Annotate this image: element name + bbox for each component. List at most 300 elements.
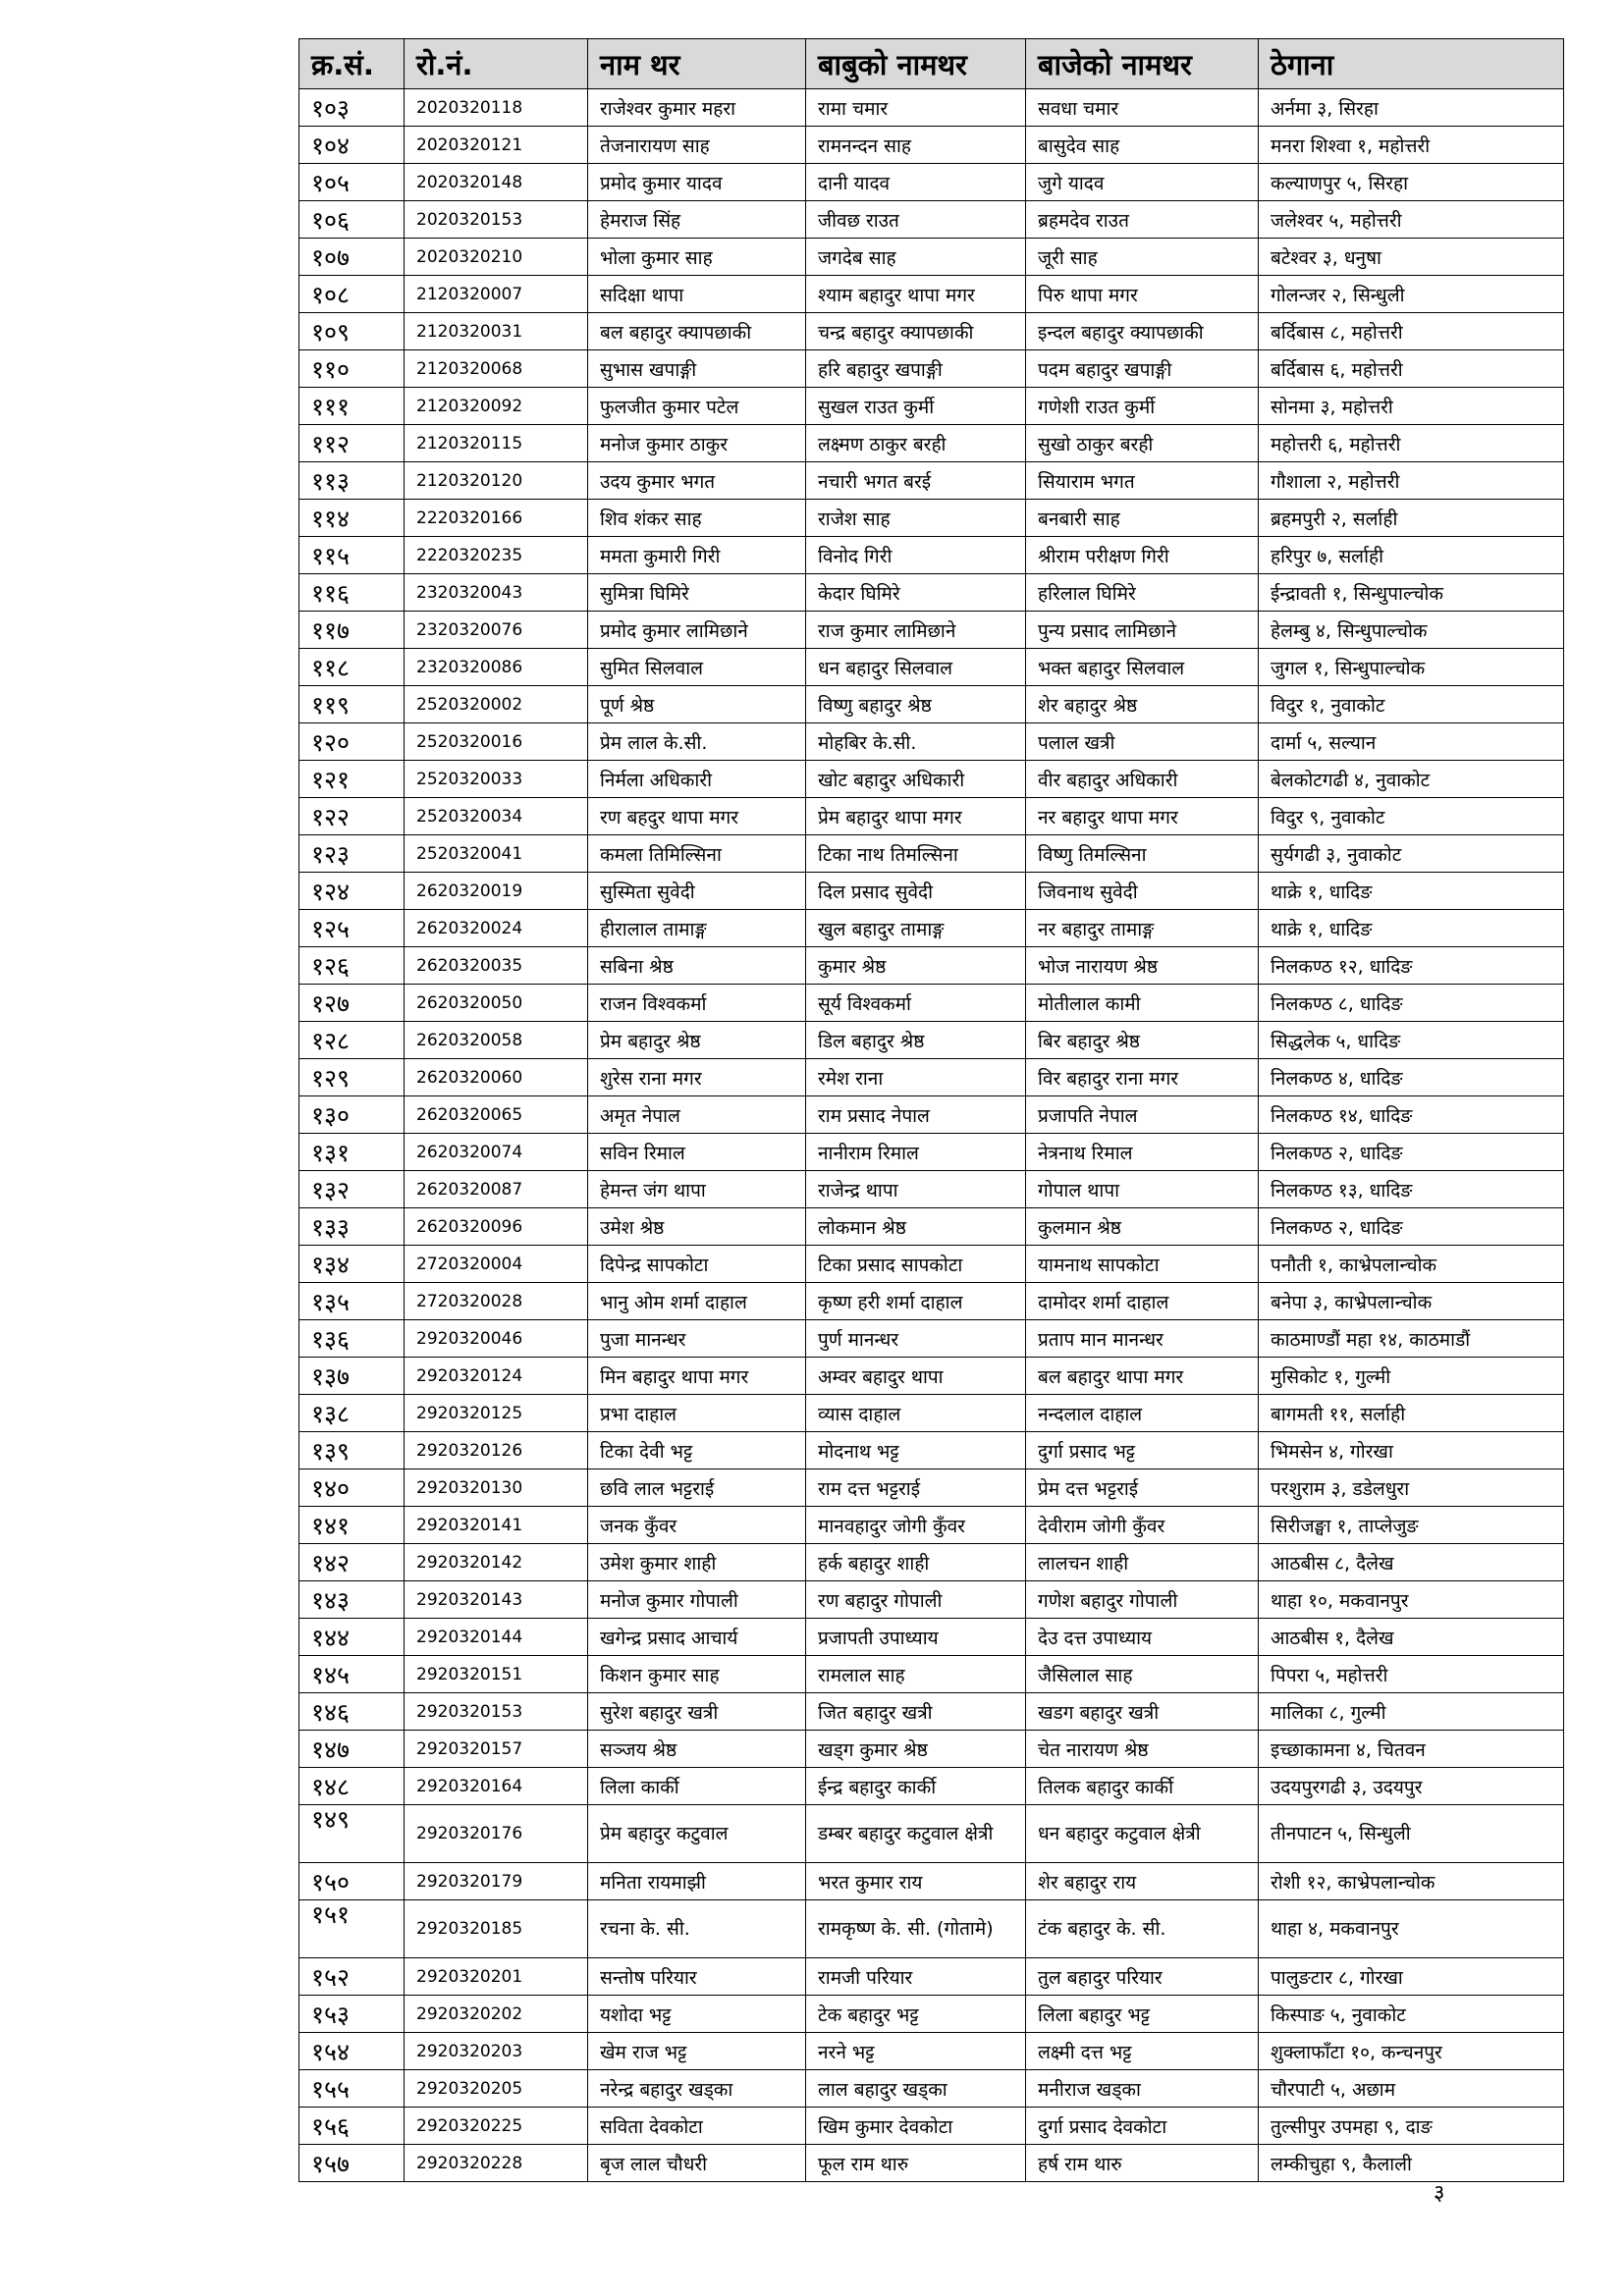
roll-number-cell: 2320320086 (405, 649, 588, 686)
address-cell: विदुर ९, नुवाकोट (1259, 798, 1564, 835)
address-cell: सिद्धलेक ५, धादिङ (1259, 1022, 1564, 1059)
roll-number-cell: 2320320043 (405, 574, 588, 612)
grandfather-name-cell: जैसिलाल साह (1026, 1656, 1259, 1693)
name-cell: सुभास खपाङ्गी (588, 350, 806, 388)
name-cell: बृज लाल चौधरी (588, 2145, 806, 2182)
roll-number-cell: 2620320065 (405, 1096, 588, 1134)
roll-number-cell: 2920320179 (405, 1863, 588, 1900)
name-cell: तेजनारायण साह (588, 127, 806, 164)
roll-number-cell: 2120320068 (405, 350, 588, 388)
address-cell: निलकण्ठ ४, धादिङ (1259, 1059, 1564, 1096)
serial-number-cell: १०६ (299, 201, 405, 239)
address-cell: जलेश्वर ५, महोत्तरी (1259, 201, 1564, 239)
grandfather-name-cell: शेर बहादुर राय (1026, 1863, 1259, 1900)
serial-number-cell: १४० (299, 1469, 405, 1507)
serial-number-cell: १०७ (299, 239, 405, 276)
page-number: ३ (1434, 2181, 1445, 2206)
name-cell: बल बहादुर क्यापछाकी (588, 313, 806, 350)
father-name-cell: पुर्ण मानन्धर (806, 1320, 1026, 1358)
address-cell: बर्दिबास ८, महोत्तरी (1259, 313, 1564, 350)
father-name-cell: विष्णु बहादुर श्रेष्ठ (806, 686, 1026, 723)
address-cell: बटेश्वर ३, धनुषा (1259, 239, 1564, 276)
table-row (299, 574, 1564, 612)
serial-number-cell: ११६ (299, 574, 405, 612)
name-cell: पुजा मानन्धर (588, 1320, 806, 1358)
grandfather-name-cell: दामोदर शर्मा दाहाल (1026, 1283, 1259, 1320)
name-cell: मनोज कुमार ठाकुर (588, 425, 806, 462)
name-cell: सदिक्षा थापा (588, 276, 806, 313)
table-row (299, 1768, 1564, 1805)
table-row (299, 425, 1564, 462)
roll-number-cell: 2620320074 (405, 1134, 588, 1171)
table-row (299, 1246, 1564, 1283)
roll-number-cell: 2120320115 (405, 425, 588, 462)
table-row (299, 1863, 1564, 1900)
serial-number-cell: १३० (299, 1096, 405, 1134)
name-cell: सुमित्रा घिमिरे (588, 574, 806, 612)
serial-number-cell: ११८ (299, 649, 405, 686)
name-cell: रचना के. सी. (588, 1900, 806, 1958)
table-row (299, 612, 1564, 649)
father-name-cell: चन्द्र बहादुर क्यापछाकी (806, 313, 1026, 350)
table-row (299, 462, 1564, 500)
grandfather-name-cell: तिलक बहादुर कार्की (1026, 1768, 1259, 1805)
table-row (299, 985, 1564, 1022)
grandfather-name-cell: हरिलाल घिमिरे (1026, 574, 1259, 612)
name-cell: सबिना श्रेष्ठ (588, 947, 806, 985)
serial-number-cell: १४८ (299, 1768, 405, 1805)
serial-number-cell: १११ (299, 388, 405, 425)
roll-number-cell: 2020320121 (405, 127, 588, 164)
address-cell: थाक्रे १, धादिङ (1259, 910, 1564, 947)
grandfather-name-cell: खडग बहादुर खत्री (1026, 1693, 1259, 1731)
address-cell: शुक्लाफाँटा १०, कन्चनपुर (1259, 2033, 1564, 2070)
address-cell: थाहा ४, मकवानपुर (1259, 1900, 1564, 1958)
serial-number-cell: १४१ (299, 1507, 405, 1544)
address-cell: गोलन्जर २, सिन्धुली (1259, 276, 1564, 313)
address-cell: हरिपुर ७, सर्लाही (1259, 537, 1564, 574)
roll-number-cell: 2920320201 (405, 1958, 588, 1996)
roll-number-cell: 2020320153 (405, 201, 588, 239)
father-name-cell: विनोद गिरी (806, 537, 1026, 574)
serial-number-cell: १५१ (299, 1900, 405, 1958)
roll-number-cell: 2620320019 (405, 873, 588, 910)
father-name-cell: हर्क बहादुर शाही (806, 1544, 1026, 1581)
serial-number-cell: १५६ (299, 2108, 405, 2145)
roll-number-cell: 2920320143 (405, 1581, 588, 1619)
table-row (299, 1900, 1564, 1958)
serial-number-cell: ११३ (299, 462, 405, 500)
serial-number-cell: १२० (299, 723, 405, 761)
name-cell: सुरेश बहादुर खत्री (588, 1693, 806, 1731)
roll-number-cell: 2220320166 (405, 500, 588, 537)
serial-number-cell: १५२ (299, 1958, 405, 1996)
name-cell: राजन विश्वकर्मा (588, 985, 806, 1022)
roll-number-cell: 2920320157 (405, 1731, 588, 1768)
name-cell: कमला तिमिल्सिना (588, 835, 806, 873)
grandfather-name-cell: विर बहादुर राना मगर (1026, 1059, 1259, 1096)
father-name-cell: राम दत्त भट्टराई (806, 1469, 1026, 1507)
table-row (299, 1996, 1564, 2033)
father-name-cell: धन बहादुर सिलवाल (806, 649, 1026, 686)
address-cell: महोत्तरी ६, महोत्तरी (1259, 425, 1564, 462)
father-name-cell: व्यास दाहाल (806, 1395, 1026, 1432)
grandfather-name-cell: टंक बहादुर के. सी. (1026, 1900, 1259, 1958)
table-row (299, 1208, 1564, 1246)
table-body (299, 89, 1564, 2182)
table-row (299, 500, 1564, 537)
table-row (299, 649, 1564, 686)
grandfather-name-cell: बिर बहादुर श्रेष्ठ (1026, 1022, 1259, 1059)
father-name-cell: कुमार श्रेष्ठ (806, 947, 1026, 985)
table-row (299, 1958, 1564, 1996)
father-name-cell: फूल राम थारु (806, 2145, 1026, 2182)
address-cell: मनरा शिश्वा १, महोत्तरी (1259, 127, 1564, 164)
father-name-cell: रामलाल साह (806, 1656, 1026, 1693)
address-cell: ईन्द्रावती १, सिन्धुपाल्चोक (1259, 574, 1564, 612)
serial-number-cell: १५५ (299, 2070, 405, 2108)
table-row (299, 1656, 1564, 1693)
name-cell: फुलजीत कुमार पटेल (588, 388, 806, 425)
father-name-cell: लक्ष्मण ठाकुर बरही (806, 425, 1026, 462)
roll-number-cell: 2920320046 (405, 1320, 588, 1358)
serial-number-cell: १५४ (299, 2033, 405, 2070)
name-cell: सुमित सिलवाल (588, 649, 806, 686)
name-cell: लिला कार्की (588, 1768, 806, 1805)
table-row (299, 1283, 1564, 1320)
roll-number-cell: 2120320092 (405, 388, 588, 425)
name-cell: जनक कुँवर (588, 1507, 806, 1544)
roll-number-cell: 2620320058 (405, 1022, 588, 1059)
table-row (299, 350, 1564, 388)
father-name-cell: जगदेब साह (806, 239, 1026, 276)
roll-number-cell: 2920320185 (405, 1900, 588, 1958)
table-row (299, 910, 1564, 947)
name-cell: सन्तोष परियार (588, 1958, 806, 1996)
grandfather-name-cell: मनीराज खड्का (1026, 2070, 1259, 2108)
table-row (299, 947, 1564, 985)
father-name-cell: लाल बहादुर खड्का (806, 2070, 1026, 2108)
name-cell: प्रमोद कुमार लामिछाने (588, 612, 806, 649)
table-row (299, 723, 1564, 761)
name-cell: भानु ओम शर्मा दाहाल (588, 1283, 806, 1320)
grandfather-name-cell: लक्ष्मी दत्त भट्ट (1026, 2033, 1259, 2070)
name-cell: भोला कुमार साह (588, 239, 806, 276)
name-cell: मिन बहादुर थापा मगर (588, 1358, 806, 1395)
name-cell: छवि लाल भट्टराई (588, 1469, 806, 1507)
address-cell: निलकण्ठ २, धादिङ (1259, 1134, 1564, 1171)
grandfather-name-cell: तुल बहादुर परियार (1026, 1958, 1259, 1996)
grandfather-name-cell: नर बहादुर थापा मगर (1026, 798, 1259, 835)
name-cell: सविता देवकोटा (588, 2108, 806, 2145)
table-row (299, 239, 1564, 276)
grandfather-name-cell: ब्रहमदेव राउत (1026, 201, 1259, 239)
serial-number-cell: १४४ (299, 1619, 405, 1656)
father-name-cell: प्रेम बहादुर थापा मगर (806, 798, 1026, 835)
header-row (299, 39, 1564, 89)
roll-number-cell: 2920320164 (405, 1768, 588, 1805)
address-cell: बर्दिबास ६, महोत्तरी (1259, 350, 1564, 388)
name-cell: रण बहदुर थापा मगर (588, 798, 806, 835)
father-name-cell: केदार घिमिरे (806, 574, 1026, 612)
roll-number-cell: 2020320118 (405, 89, 588, 127)
address-cell: तीनपाटन ५, सिन्धुली (1259, 1805, 1564, 1863)
table-row (299, 1395, 1564, 1432)
table-row (299, 537, 1564, 574)
father-name-cell: भरत कुमार राय (806, 1863, 1026, 1900)
roll-number-cell: 2520320033 (405, 761, 588, 798)
header-grandfather-name: बाजेको नामथर (1026, 39, 1259, 89)
header-roll-number: रो.नं. (405, 39, 588, 89)
name-cell: हेमराज सिंह (588, 201, 806, 239)
name-cell: पूर्ण श्रेष्ठ (588, 686, 806, 723)
serial-number-cell: १३४ (299, 1246, 405, 1283)
grandfather-name-cell: कुलमान श्रेष्ठ (1026, 1208, 1259, 1246)
roll-number-cell: 2120320007 (405, 276, 588, 313)
father-name-cell: खुल बहादुर तामाङ्ग (806, 910, 1026, 947)
roll-number-cell: 2920320151 (405, 1656, 588, 1693)
roll-number-cell: 2720320004 (405, 1246, 588, 1283)
grandfather-name-cell: गणेशी राउत कुर्मी (1026, 388, 1259, 425)
father-name-cell: हरि बहादुर खपाङ्गी (806, 350, 1026, 388)
address-cell: आठबीस १, दैलेख (1259, 1619, 1564, 1656)
grandfather-name-cell: बल बहादुर थापा मगर (1026, 1358, 1259, 1395)
name-cell: प्रेम बहादुर श्रेष्ठ (588, 1022, 806, 1059)
grandfather-name-cell: पुन्य प्रसाद लामिछाने (1026, 612, 1259, 649)
serial-number-cell: ११७ (299, 612, 405, 649)
roll-number-cell: 2920320228 (405, 2145, 588, 2182)
table-row (299, 1358, 1564, 1395)
table-row (299, 1544, 1564, 1581)
father-name-cell: टिका प्रसाद सापकोटा (806, 1246, 1026, 1283)
roll-number-cell: 2520320041 (405, 835, 588, 873)
grandfather-name-cell: प्रताप मान मानन्धर (1026, 1320, 1259, 1358)
father-name-cell: खिम कुमार देवकोटा (806, 2108, 1026, 2145)
serial-number-cell: १४३ (299, 1581, 405, 1619)
table-row (299, 761, 1564, 798)
table-row (299, 2070, 1564, 2108)
serial-number-cell: १२२ (299, 798, 405, 835)
address-cell: निलकण्ठ १३, धादिङ (1259, 1171, 1564, 1208)
table-row (299, 1059, 1564, 1096)
address-cell: परशुराम ३, डडेलधुरा (1259, 1469, 1564, 1507)
serial-number-cell: १०५ (299, 164, 405, 201)
table-row (299, 873, 1564, 910)
name-cell: मनिता रायमाझी (588, 1863, 806, 1900)
grandfather-name-cell: पदम बहादुर खपाङ्गी (1026, 350, 1259, 388)
father-name-cell: सुखल राउत कुर्मी (806, 388, 1026, 425)
roll-number-cell: 2120320120 (405, 462, 588, 500)
serial-number-cell: १४६ (299, 1693, 405, 1731)
serial-number-cell: १०८ (299, 276, 405, 313)
father-name-cell: मोहबिर के.सी. (806, 723, 1026, 761)
father-name-cell: खड्ग कुमार श्रेष्ठ (806, 1731, 1026, 1768)
grandfather-name-cell: लिला बहादुर भट्ट (1026, 1996, 1259, 2033)
address-cell: थाक्रे १, धादिङ (1259, 873, 1564, 910)
grandfather-name-cell: चेत नारायण श्रेष्ठ (1026, 1731, 1259, 1768)
address-cell: ब्रहमपुरी २, सर्लाही (1259, 500, 1564, 537)
roll-number-cell: 2620320096 (405, 1208, 588, 1246)
table-row (299, 2145, 1564, 2182)
name-cell: यशोदा भट्ट (588, 1996, 806, 2033)
address-cell: चौरपाटी ५, अछाम (1259, 2070, 1564, 2108)
table-row (299, 1171, 1564, 1208)
roll-number-cell: 2620320024 (405, 910, 588, 947)
roll-number-cell: 2620320087 (405, 1171, 588, 1208)
address-cell: किस्पाङ ५, नुवाकोट (1259, 1996, 1564, 2033)
address-cell: पनौती १, काभ्रेपलान्चोक (1259, 1246, 1564, 1283)
father-name-cell: नानीराम रिमाल (806, 1134, 1026, 1171)
roll-number-cell: 2920320141 (405, 1507, 588, 1544)
name-cell: मनोज कुमार गोपाली (588, 1581, 806, 1619)
roll-number-cell: 2920320205 (405, 2070, 588, 2108)
serial-number-cell: ११९ (299, 686, 405, 723)
grandfather-name-cell: बनबारी साह (1026, 500, 1259, 537)
address-cell: बनेपा ३, काभ्रेपलान्चोक (1259, 1283, 1564, 1320)
name-cell: किशन कुमार साह (588, 1656, 806, 1693)
address-cell: सोनमा ३, महोत्तरी (1259, 388, 1564, 425)
address-cell: मुसिकोट १, गुल्मी (1259, 1358, 1564, 1395)
serial-number-cell: १२४ (299, 873, 405, 910)
grandfather-name-cell: नर बहादुर तामाङ्ग (1026, 910, 1259, 947)
roll-number-cell: 2920320144 (405, 1619, 588, 1656)
father-name-cell: प्रजापती उपाध्याय (806, 1619, 1026, 1656)
grandfather-name-cell: देउ दत्त उपाध्याय (1026, 1619, 1259, 1656)
table-row (299, 89, 1564, 127)
grandfather-name-cell: सुखो ठाकुर बरही (1026, 425, 1259, 462)
table-row (299, 1693, 1564, 1731)
serial-number-cell: १४९ (299, 1805, 405, 1863)
name-cell: उमेश श्रेष्ठ (588, 1208, 806, 1246)
serial-number-cell: ११० (299, 350, 405, 388)
roll-number-cell: 2920320202 (405, 1996, 588, 2033)
table-row (299, 798, 1564, 835)
father-name-cell: रामकृष्ण के. सी. (गोतामे) (806, 1900, 1026, 1958)
table-row (299, 1731, 1564, 1768)
father-name-cell: डिल बहादुर श्रेष्ठ (806, 1022, 1026, 1059)
father-name-cell: कृष्ण हरी शर्मा दाहाल (806, 1283, 1026, 1320)
header-address: ठेगाना (1259, 39, 1564, 89)
serial-number-cell: १३३ (299, 1208, 405, 1246)
table-row (299, 1805, 1564, 1863)
grandfather-name-cell: दुर्गा प्रसाद देवकोटा (1026, 2108, 1259, 2145)
address-cell: लम्कीचुहा ९, कैलाली (1259, 2145, 1564, 2182)
roll-number-cell: 2920320124 (405, 1358, 588, 1395)
father-name-cell: डम्बर बहादुर कटुवाल क्षेत्री (806, 1805, 1026, 1863)
grandfather-name-cell: श्रीराम परीक्षण गिरी (1026, 537, 1259, 574)
roll-number-cell: 2920320225 (405, 2108, 588, 2145)
father-name-cell: मोदनाथ भट्ट (806, 1432, 1026, 1469)
roll-number-cell: 2620320060 (405, 1059, 588, 1096)
father-name-cell: लोकमान श्रेष्ठ (806, 1208, 1026, 1246)
father-name-cell: ईन्द्र बहादुर कार्की (806, 1768, 1026, 1805)
grandfather-name-cell: वीर बहादुर अधिकारी (1026, 761, 1259, 798)
grandfather-name-cell: भोज नारायण श्रेष्ठ (1026, 947, 1259, 985)
table-row (299, 1469, 1564, 1507)
serial-number-cell: १०९ (299, 313, 405, 350)
name-cell: खगेन्द्र प्रसाद आचार्य (588, 1619, 806, 1656)
grandfather-name-cell: जूरी साह (1026, 239, 1259, 276)
table-row (299, 276, 1564, 313)
address-cell: सिरीजङ्घा १, ताप्लेजुङ (1259, 1507, 1564, 1544)
serial-number-cell: १३७ (299, 1358, 405, 1395)
serial-number-cell: १२१ (299, 761, 405, 798)
roll-number-cell: 2920320126 (405, 1432, 588, 1469)
name-cell: प्रभा दाहाल (588, 1395, 806, 1432)
address-cell: निलकण्ठ १४, धादिङ (1259, 1096, 1564, 1134)
serial-number-cell: १५३ (299, 1996, 405, 2033)
father-name-cell: रण बहादुर गोपाली (806, 1581, 1026, 1619)
address-cell: निलकण्ठ १२, धादिङ (1259, 947, 1564, 985)
roll-number-cell: 2920320203 (405, 2033, 588, 2070)
table-row (299, 1507, 1564, 1544)
name-cell: अमृत नेपाल (588, 1096, 806, 1134)
grandfather-name-cell: दुर्गा प्रसाद भट्ट (1026, 1432, 1259, 1469)
father-name-cell: राम प्रसाद नेपाल (806, 1096, 1026, 1134)
father-name-cell: श्याम बहादुर थापा मगर (806, 276, 1026, 313)
grandfather-name-cell: हर्ष राम थारु (1026, 2145, 1259, 2182)
table-row (299, 1581, 1564, 1619)
grandfather-name-cell: शेर बहादुर श्रेष्ठ (1026, 686, 1259, 723)
address-cell: निलकण्ठ ८, धादिङ (1259, 985, 1564, 1022)
serial-number-cell: १०४ (299, 127, 405, 164)
serial-number-cell: १२७ (299, 985, 405, 1022)
father-name-cell: नचारी भगत बरई (806, 462, 1026, 500)
name-cell: सविन रिमाल (588, 1134, 806, 1171)
table-row (299, 388, 1564, 425)
serial-number-cell: ११५ (299, 537, 405, 574)
serial-number-cell: १३२ (299, 1171, 405, 1208)
name-cell: सुस्मिता सुवेदी (588, 873, 806, 910)
grandfather-name-cell: धन बहादुर कटुवाल क्षेत्री (1026, 1805, 1259, 1863)
roll-number-cell: 2020320210 (405, 239, 588, 276)
table-row (299, 1134, 1564, 1171)
grandfather-name-cell: नेत्रनाथ रिमाल (1026, 1134, 1259, 1171)
grandfather-name-cell: मोतीलाल कामी (1026, 985, 1259, 1022)
grandfather-name-cell: जुगे यादव (1026, 164, 1259, 201)
serial-number-cell: १२५ (299, 910, 405, 947)
address-cell: हेलम्बु ४, सिन्धुपाल्चोक (1259, 612, 1564, 649)
roll-number-cell: 2720320028 (405, 1283, 588, 1320)
address-cell: बागमती ११, सर्लाही (1259, 1395, 1564, 1432)
roll-number-cell: 2920320153 (405, 1693, 588, 1731)
name-cell: ममता कुमारी गिरी (588, 537, 806, 574)
address-cell: दार्मा ५, सल्यान (1259, 723, 1564, 761)
name-cell: हेमन्त जंग थापा (588, 1171, 806, 1208)
table-row (299, 1022, 1564, 1059)
father-name-cell: मानवहादुर जोगी कुँवर (806, 1507, 1026, 1544)
grandfather-name-cell: नन्दलाल दाहाल (1026, 1395, 1259, 1432)
address-cell: कल्याणपुर ५, सिरहा (1259, 164, 1564, 201)
serial-number-cell: १४७ (299, 1731, 405, 1768)
grandfather-name-cell: देवीराम जोगी कुँवर (1026, 1507, 1259, 1544)
address-cell: उदयपुरगढी ३, उदयपुर (1259, 1768, 1564, 1805)
serial-number-cell: ११४ (299, 500, 405, 537)
header-father-name: बाबुको नामथर (806, 39, 1026, 89)
roll-number-cell: 2620320050 (405, 985, 588, 1022)
table-row (299, 201, 1564, 239)
roll-number-cell: 2220320235 (405, 537, 588, 574)
name-cell: सञ्जय श्रेष्ठ (588, 1731, 806, 1768)
roll-number-cell: 2920320176 (405, 1805, 588, 1863)
header-name: नाम थर (588, 39, 806, 89)
father-name-cell: खोट बहादुर अधिकारी (806, 761, 1026, 798)
address-cell: पिपरा ५, महोत्तरी (1259, 1656, 1564, 1693)
father-name-cell: रमेश राना (806, 1059, 1026, 1096)
address-cell: आठबीस ८, दैलेख (1259, 1544, 1564, 1581)
serial-number-cell: १०३ (299, 89, 405, 127)
grandfather-name-cell: विष्णु तिमल्सिना (1026, 835, 1259, 873)
